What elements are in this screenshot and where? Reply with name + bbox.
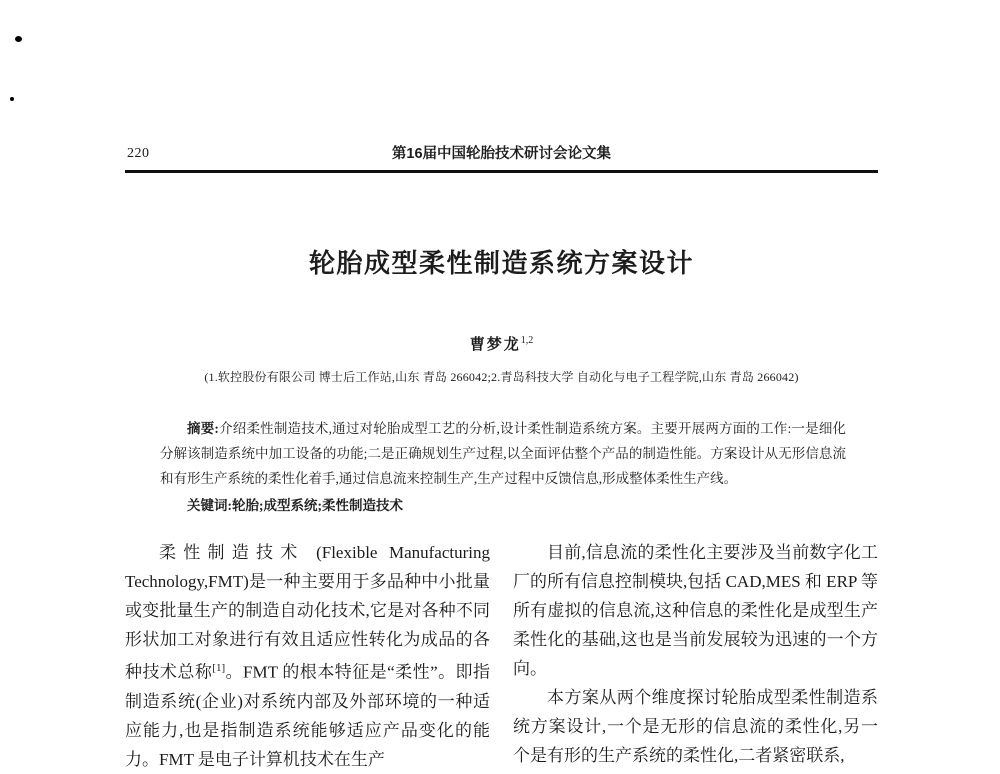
left-column: [125, 538, 490, 774]
body-paragraph-two-dimensions: 本方案从两个维度探讨轮胎成型柔性制造系统方案设计,一个是无形的信息流的柔性化,另一个是有形的生产系统的柔性化,二者紧密联系,: [513, 688, 878, 765]
scan-artifact: [15, 36, 22, 42]
abstract-label: 摘要:: [187, 421, 219, 436]
paragraph-text: 。FMT 的根本特征是“柔性”。即指制造系统(企业)对系统内部及外部环境的一种适应能力,也是指制造系统能够适应产品变化的能力。FMT 是电子计算机技术在生产: [125, 662, 490, 769]
author-line: [125, 333, 878, 354]
right-column: [513, 538, 878, 774]
header-divider: [125, 170, 878, 173]
paragraph-text: 柔性制造技术 (Flexible Manufacturing Technology,FMT)是一种主要用于多品种中小批量或变批量生产的制造自动化技术,它是对各种不同形状加工对象进行有效且适应性转化为成品的各种技术总称: [125, 543, 490, 682]
affiliation: (1.软控股份有限公司 博士后工作站,山东 青岛 266042;2.青岛科技大学 自动化与电子工程学院,山东 青岛 266042): [204, 370, 799, 384]
body-paragraph-information-flow: 目前,信息流的柔性化主要涉及当前数字化工厂的所有信息控制模块,包括 CAD,MES 和 ERP 等所有虚拟的信息流,这种信息的柔性化是成型生产柔性化的基础,这也是当前发展较为迅速的一个方向。: [513, 543, 878, 678]
proceedings-title: 第16届中国轮胎技术研讨会论文集: [391, 146, 612, 162]
page-number: 220: [127, 146, 150, 161]
abstract-block: [160, 416, 846, 518]
article-title: 轮胎成型柔性制造系统方案设计: [308, 248, 694, 278]
author-affiliation-superscript: 1,2: [520, 335, 534, 346]
author-name: 曹梦龙: [469, 337, 521, 353]
keywords-text: 轮胎;成型系统;柔性制造技术: [232, 498, 403, 513]
running-header: [125, 142, 878, 168]
keywords-line: [160, 493, 846, 518]
body-columns: [125, 538, 878, 774]
abstract-paragraph: [160, 416, 846, 491]
abstract-text: 介绍柔性制造技术,通过对轮胎成型工艺的分析,设计柔性制造系统方案。主要开展两方面的工作:一是细化分解该制造系统中加工设备的功能;二是正确规划生产过程,以全面评估整个产品的制造性能。方案设计从无形信息流和有形生产系统的柔性化着手,通过信息流来控制生产,生产过程中反馈信息,形成整体柔性生产线。: [160, 421, 847, 486]
citation-reference: [1]: [212, 662, 226, 674]
scan-artifact: [10, 97, 14, 101]
keywords-label: 关键词:: [187, 498, 232, 513]
body-paragraph-intro-fmt: [125, 538, 490, 774]
